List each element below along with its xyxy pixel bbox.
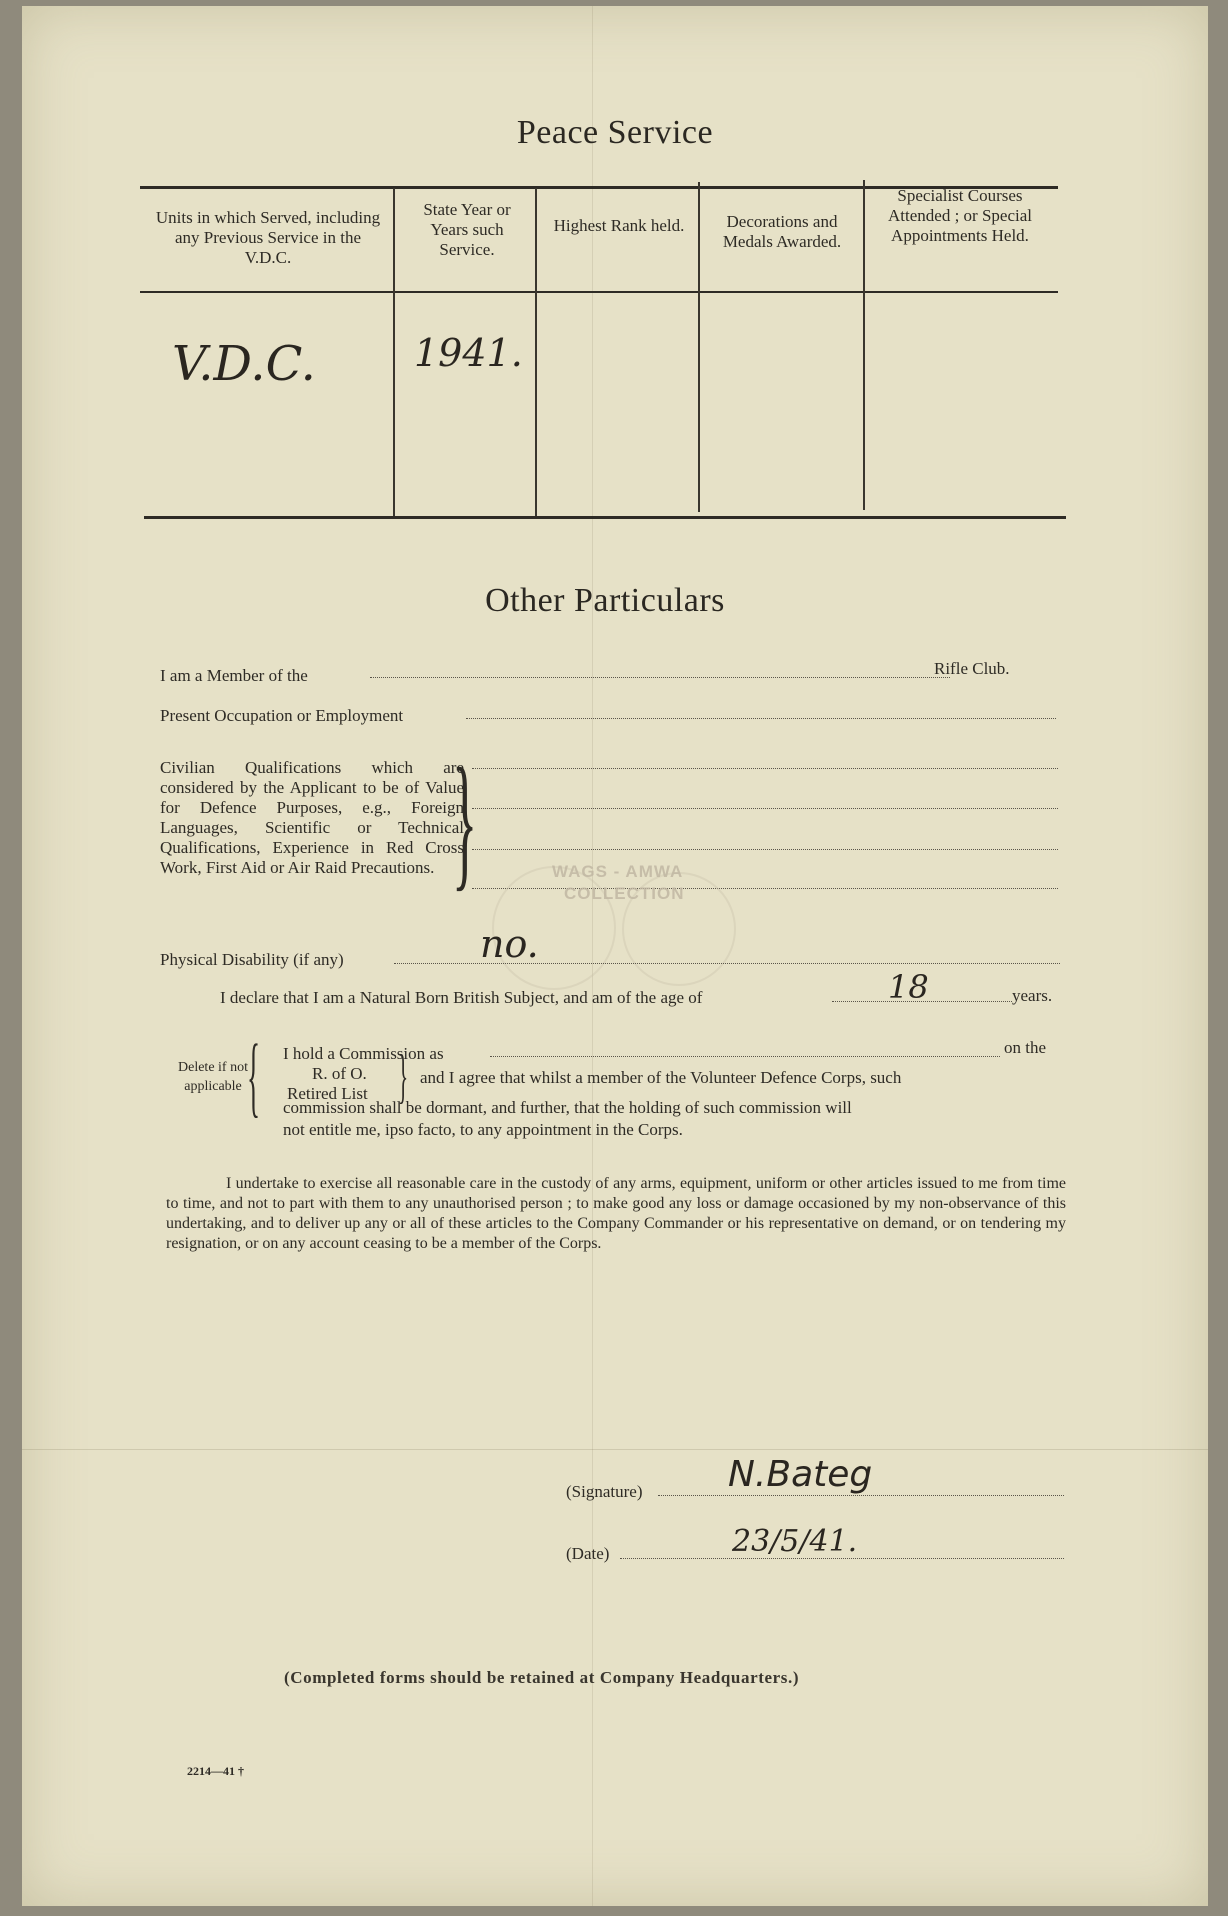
handwritten-signature: N.Bateg xyxy=(728,1454,873,1495)
signature-field-line[interactable] xyxy=(658,1495,1064,1496)
document-page xyxy=(22,6,1208,1906)
retention-footnote: (Completed forms should be retained at Company Headquarters.) xyxy=(284,1668,800,1687)
table-column-divider xyxy=(535,188,537,516)
qualifications-brace: } xyxy=(452,738,478,904)
table-column-divider xyxy=(698,182,700,512)
retired-brace: } xyxy=(398,1043,409,1109)
column-header-year: State Year or Years such Service. xyxy=(423,200,511,259)
declare-label: I declare that I am a Natural Born British Subject, and am of the age of xyxy=(220,988,703,1007)
qualifications-label: Civilian Qualifications which are considered by the Applicant to be of Value for Defence Purposes, e.g., Foreign Languages, Scientific or Technical Qualifications, Experience in Red Cross Work, First Aid or Air Raid Precautions. xyxy=(160,758,464,877)
form-code: 2214—41 † xyxy=(187,1764,244,1778)
peace-service-title: Peace Service xyxy=(516,114,714,151)
table-column-divider xyxy=(393,188,395,516)
watermark-text: WAGS - AMWA xyxy=(552,862,684,881)
commission-on-the: on the xyxy=(1004,1038,1047,1057)
table-header-rule xyxy=(140,291,1058,293)
delete-brace: } xyxy=(247,1027,260,1126)
qualifications-field-line[interactable] xyxy=(472,849,1058,850)
member-field-line[interactable] xyxy=(370,677,950,678)
occupation-field-line[interactable] xyxy=(466,718,1056,719)
column-header-specialist: Specialist Courses Attended ; or Special Appointments Held. xyxy=(888,186,1032,245)
date-label: (Date) xyxy=(566,1544,610,1563)
handwritten-year: 1941. xyxy=(414,331,523,375)
table-bottom-rule xyxy=(144,516,1066,519)
handwritten-age: 18 xyxy=(888,968,929,1006)
handwritten-disability: no. xyxy=(480,922,539,966)
age-suffix: years. xyxy=(1012,986,1053,1005)
paper-fold xyxy=(22,1449,1208,1450)
other-particulars-title: Other Particulars xyxy=(485,582,725,619)
handwritten-date: 23/5/41. xyxy=(732,1524,858,1559)
signature-label: (Signature) xyxy=(566,1482,643,1501)
handwritten-unit: V.D.C. xyxy=(172,336,316,392)
qualifications-field-line[interactable] xyxy=(472,768,1058,769)
ro-label: R. of O. xyxy=(312,1064,367,1083)
qualifications-field-line[interactable] xyxy=(472,808,1058,809)
retired-label: Retired List xyxy=(287,1084,368,1103)
commission-agree: and I agree that whilst a member of the Volunteer Defence Corps, such xyxy=(420,1068,902,1087)
occupation-label: Present Occupation or Employment xyxy=(160,706,404,725)
member-label: I am a Member of the xyxy=(160,666,308,685)
commission-line3: commission shall be dormant, and further, that the holding of such commission will xyxy=(283,1098,852,1117)
commission-line4: not entitle me, ipso facto, to any appointment in the Corps. xyxy=(283,1120,683,1139)
disability-label: Physical Disability (if any) xyxy=(160,950,344,969)
column-header-decorations: Decorations and Medals Awarded. xyxy=(722,212,842,251)
column-header-rank: Highest Rank held. xyxy=(553,216,685,235)
column-header-units: Units in which Served, including any Previous Service in the V.D.C. xyxy=(155,208,381,267)
watermark-text: COLLECTION xyxy=(564,884,685,903)
undertaking-paragraph: I undertake to exercise all reasonable care in the custody of any arms, equipment, uniform or other articles issued to me from time to time, and not to part with them to any unauthorised person ; to make good any loss or damage occasioned by my non-observance of this undertaking, and to deliver up any or all of these articles to the Company Commander or his representative on demand, or on tendering my resignation, or on any account ceasing to be a member of the Corps. xyxy=(166,1175,1066,1252)
table-column-divider xyxy=(863,180,865,510)
commission-field-line[interactable] xyxy=(490,1056,1000,1057)
commission-line1: I hold a Commission as xyxy=(283,1044,444,1063)
delete-note: Delete if not applicable xyxy=(178,1060,248,1094)
member-suffix: Rifle Club. xyxy=(934,659,1010,678)
